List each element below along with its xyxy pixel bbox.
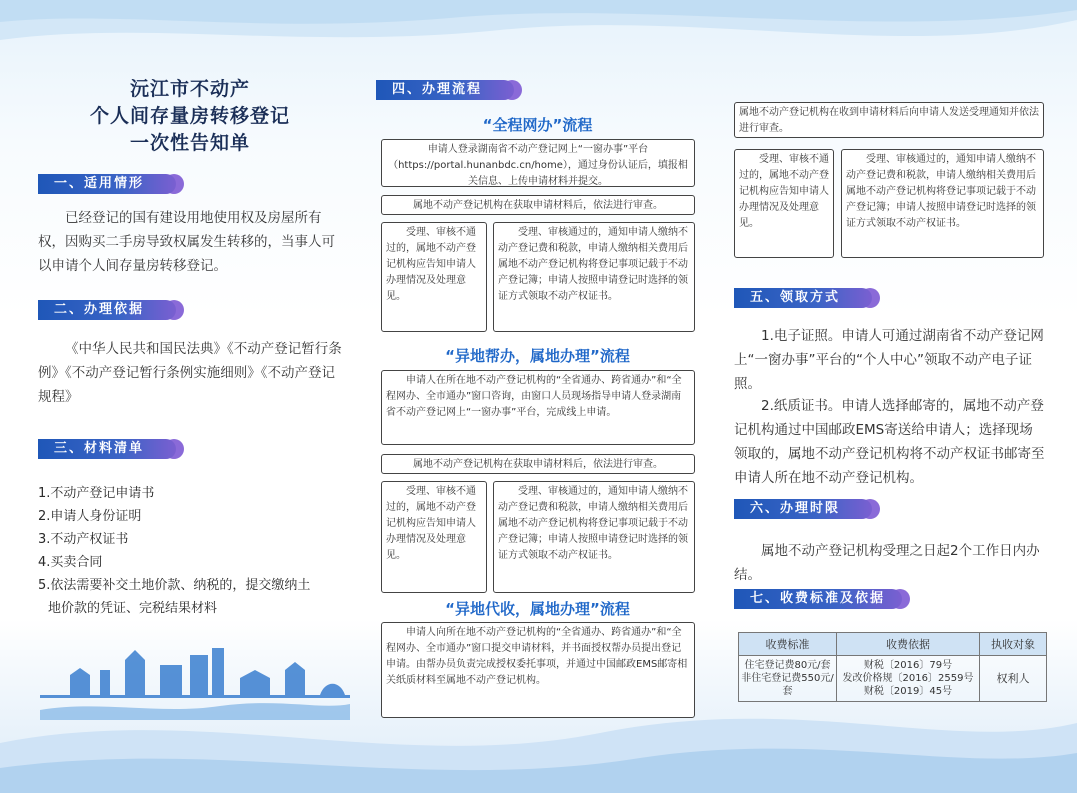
flow-1-fail-box: 受理、审核不通过的，属地不动产登记机构应告知申请人办理情况及处理意见。 (381, 222, 487, 332)
flow-3-title: “异地代收，属地办理”流程 (445, 600, 630, 618)
flow-2-fail-box: 受理、审核不通过的，属地不动产登记机构应告知申请人办理情况及处理意见。 (381, 481, 487, 593)
section-5-paragraph-2: 2.纸质证书。申请人选择邮寄的，属地不动产登记机构通过中国邮政EMS寄送给申请人；选择现场领取的，属地不动产登记机构将不动产权证书邮寄至申请人所在地不动产登记机构。 (734, 398, 1045, 486)
section-heading-5: 五、领取方式 (734, 288, 872, 308)
section-heading-2: 二、办理依据 (38, 300, 176, 320)
list-item: 地价款的凭证、完税结果材料 (48, 601, 218, 616)
title-line-3: 一次性告知单 (129, 132, 250, 154)
flow-2-title: “异地帮办，属地办理”流程 (445, 347, 630, 365)
flow-3-step-1: 申请人向所在地不动产登记机构的“全省通办、跨省通办”和“全程网办、全市通办”窗口提交申请材料，并书面授权帮办员提出登记申请。由帮办员负责完成授权委托事项，并通过中国邮政EMS邮寄相关纸质材料至属地不动产登记机构。 (381, 622, 695, 718)
section-5-paragraph-1: 1.电子证照。申请人可通过湖南省不动产登记网上“一窗办事”平台的“个人中心”领取不动产电子证照。 (734, 328, 1044, 392)
top-wave-decoration (0, 0, 1077, 70)
table-header-cell: 收费标准 (739, 633, 837, 656)
flow-3-pass-box: 受理、审核通过的，通知申请人缴纳不动产登记费和税款，申请人缴纳相关费用后属地不动产登记机构将登记事项记载于不动产登记簿；申请人按照申请登记时选择的领证方式领取不动产权证书。 (841, 149, 1044, 258)
materials-list (38, 482, 348, 620)
list-item: 4.买卖合同 (38, 555, 103, 570)
flow-3-fail-box: 受理、审核不通过的，属地不动产登记机构应告知申请人办理情况及处理意见。 (734, 149, 834, 258)
table-header-cell: 收费依据 (837, 633, 980, 656)
fee-standard-line: 非住宅登记费550元/套 (741, 673, 834, 697)
fee-basis-line: 发改价格规〔2016〕2559号 (842, 673, 974, 684)
section-heading-3: 三、材料清单 (38, 439, 176, 459)
flow-1-pass-box: 受理、审核通过的，通知申请人缴纳不动产登记费和税款，申请人缴纳相关费用后属地不动产登记机构将登记事项记载于不动产登记簿；申请人按照申请登记时选择的领证方式领取不动产权证书。 (493, 222, 695, 332)
list-item: 3.不动产权证书 (38, 532, 129, 547)
list-item: 1.不动产登记申请书 (38, 486, 155, 501)
flow-2-pass-box: 受理、审核通过的，通知申请人缴纳不动产登记费和税款，申请人缴纳相关费用后属地不动产登记机构将登记事项记载于不动产登记簿；申请人按照申请登记时选择的领证方式领取不动产权证书。 (493, 481, 695, 593)
section-6-text: 属地不动产登记机构受理之日起2个工作日内办结。 (734, 543, 1040, 583)
fee-basis-cell (837, 656, 980, 702)
document-title (40, 76, 340, 157)
flow-2-step-2: 属地不动产登记机构在获取申请材料后，依法进行审查。 (381, 454, 695, 474)
fee-table (738, 632, 1047, 702)
fee-basis-line: 财税〔2019〕45号 (863, 686, 953, 697)
city-skyline-illustration (40, 640, 350, 720)
table-header-cell: 执收对象 (980, 633, 1047, 656)
section-heading-6: 六、办理时限 (734, 499, 872, 519)
fee-standard-cell (739, 656, 837, 702)
table-header-row (739, 633, 1047, 656)
fee-standard-line: 住宅登记费80元/套 (744, 660, 831, 671)
flow-1-title: “全程网办”流程 (482, 116, 593, 134)
list-item: 2.申请人身份证明 (38, 509, 142, 524)
section-heading-4: 四、办理流程 (376, 80, 514, 100)
section-heading-1: 一、适用情形 (38, 174, 176, 194)
flow-1-step-2: 属地不动产登记机构在获取申请材料后，依法进行审查。 (381, 195, 695, 215)
fee-target-cell: 权利人 (980, 656, 1047, 702)
section-1-text: 已经登记的国有建设用地使用权及房屋所有权，因购买二手房导致权属发生转移的，当事人可以申请个人间存量房转移登记。 (38, 210, 335, 274)
title-line-1: 沅江市不动产 (129, 78, 250, 100)
table-row (739, 656, 1047, 702)
section-heading-7: 七、收费标准及依据 (734, 589, 902, 609)
flow-2-step-1: 申请人在所在地不动产登记机构的“全省通办、跨省通办”和“全程网办、全市通办”窗口咨询，由窗口人员现场指导申请人登录湖南省不动产登记网上“一窗办事”平台，完成线上申请。 (381, 370, 695, 445)
list-item: 5.依法需要补交土地价款、纳税的，提交缴纳土 (38, 578, 311, 593)
section-2-text: 《中华人民共和国民法典》《不动产登记暂行条例》《不动产登记暂行条例实施细则》《不动产登记规程》 (38, 341, 342, 405)
title-line-2: 个人间存量房转移登记 (89, 105, 290, 127)
flow-1-step-1: 申请人登录湖南省不动产登记网上“一窗办事”平台（https://portal.hunanbdc.cn/home），通过身份认证后，填报相关信息、上传申请材料并提交。 (381, 139, 695, 187)
fee-basis-line: 财税〔2016〕79号 (863, 660, 953, 671)
flow-3-step-2: 属地不动产登记机构在收到申请材料后向申请人发送受理通知并依法进行审查。 (734, 102, 1044, 138)
